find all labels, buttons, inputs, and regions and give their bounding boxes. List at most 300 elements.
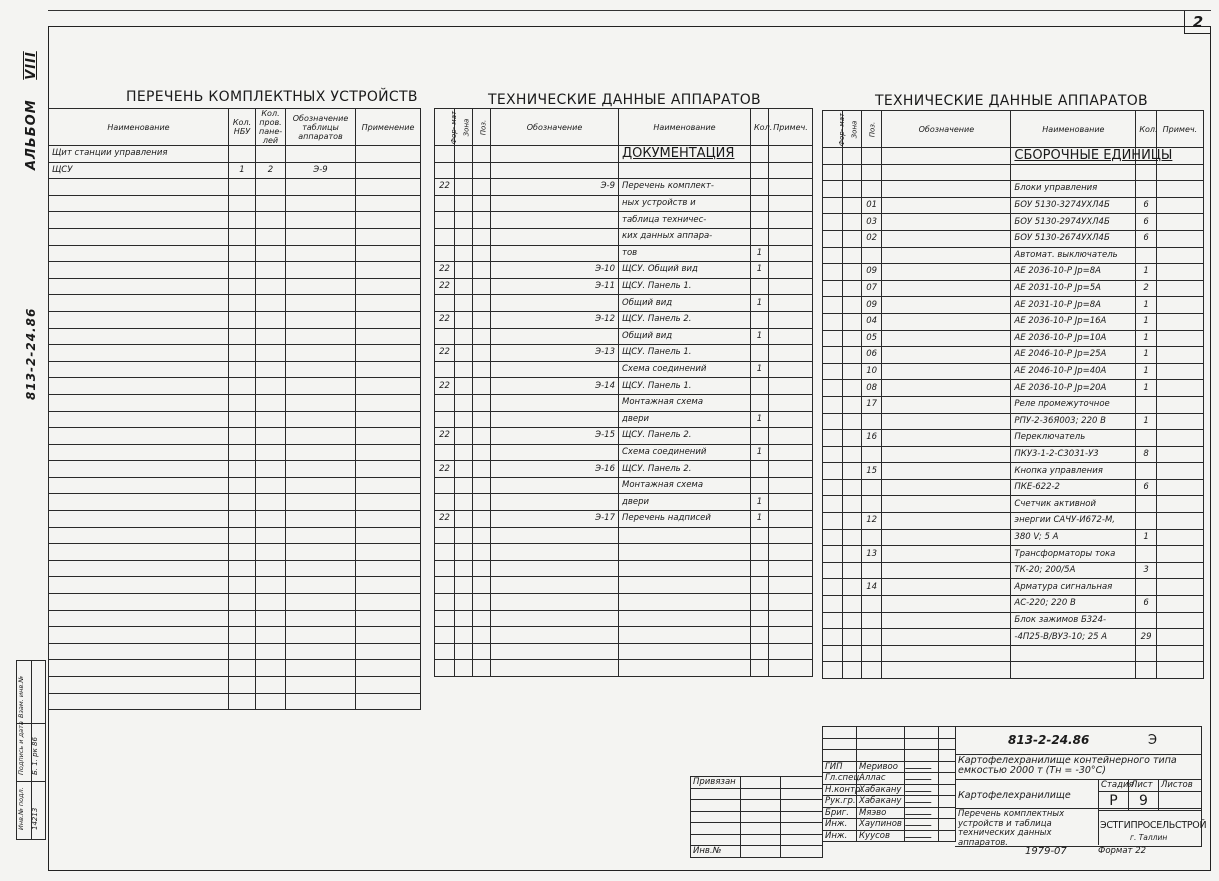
cell: [823, 330, 843, 347]
cell: [435, 577, 455, 594]
cell: [286, 693, 356, 710]
cell: [256, 179, 286, 196]
cell: 380 V; 5 А: [1011, 529, 1136, 546]
cell: БОУ 5130-2974УХЛ4Б: [1011, 214, 1136, 231]
cell: АЕ 2046-10-Р Jр=40А: [1011, 363, 1136, 380]
cell: [691, 823, 741, 835]
cell: 2: [256, 162, 286, 179]
cell: [861, 645, 881, 662]
cell: [751, 195, 769, 212]
cell: [256, 527, 286, 544]
cell: [1011, 662, 1136, 679]
cell: [882, 546, 1011, 563]
table-row: [435, 195, 813, 212]
table-row: [435, 345, 813, 362]
cell: [751, 179, 769, 196]
cell: 1: [1136, 264, 1156, 281]
cell: [861, 612, 881, 629]
cell: [619, 162, 751, 179]
mid-header-zone-text: Зона: [462, 118, 471, 137]
cell: [473, 162, 491, 179]
cell: [882, 446, 1011, 463]
cell: [781, 777, 823, 789]
cell: [356, 560, 421, 577]
cell: [939, 784, 956, 796]
cell: 22: [435, 345, 455, 362]
cell: [619, 527, 751, 544]
sheet-number: 2: [1184, 11, 1211, 34]
cell: [455, 228, 473, 245]
person-role: Инж.: [823, 830, 857, 842]
cell: [691, 834, 741, 846]
table-row: [49, 245, 421, 262]
cell: [769, 494, 813, 511]
cell: 02: [861, 230, 881, 247]
inv-no-label: Инв.№: [691, 846, 741, 858]
cell: [491, 494, 619, 511]
cell: [769, 146, 813, 163]
table-row: [435, 361, 813, 378]
right-table: [822, 110, 1204, 679]
cell: [882, 645, 1011, 662]
signature-cell: [905, 819, 939, 831]
cell: [823, 645, 843, 662]
cell: [356, 278, 421, 295]
table-row: [49, 627, 421, 644]
table-row: [49, 146, 421, 163]
cell: [356, 394, 421, 411]
person-role: Н.контр.: [823, 784, 857, 796]
cell: Э-12: [491, 311, 619, 328]
cell: [356, 245, 421, 262]
cell: [256, 643, 286, 660]
cell: [256, 560, 286, 577]
cell: [256, 411, 286, 428]
cell: [843, 247, 861, 264]
cell: [455, 544, 473, 561]
cell: [491, 477, 619, 494]
cell: ких данных аппара-: [619, 228, 751, 245]
cell: [49, 411, 229, 428]
table-row: [823, 230, 1204, 247]
table-row: [435, 444, 813, 461]
cell: [256, 278, 286, 295]
cell: [491, 594, 619, 611]
right-header-format: [823, 111, 847, 148]
cell: [823, 662, 843, 679]
cell: [256, 262, 286, 279]
table-row: [823, 413, 1204, 430]
binding-block: [690, 776, 823, 858]
cell: [769, 594, 813, 611]
cell: [356, 594, 421, 611]
tb-object-name: Картофелехранилище: [958, 790, 1071, 801]
cell: [356, 328, 421, 345]
cell: [49, 511, 229, 528]
rule: [1098, 808, 1099, 845]
cell: ЩСУ. Панель 1.: [619, 278, 751, 295]
cell: [861, 446, 881, 463]
cell: 17: [861, 396, 881, 413]
cell: [286, 262, 356, 279]
table-row: [49, 411, 421, 428]
cell: [229, 477, 256, 494]
cell: [823, 230, 843, 247]
cell: [229, 594, 256, 611]
cell: [455, 643, 473, 660]
table-row: [49, 527, 421, 544]
cell: [882, 413, 1011, 430]
cell: [435, 477, 455, 494]
cell: [473, 494, 491, 511]
cell: [435, 146, 455, 163]
table-row: [823, 662, 1204, 679]
table-row: [435, 627, 813, 644]
table-row: [823, 347, 1204, 364]
table-row: [823, 430, 1204, 447]
cell: АЕ 2036-10-Р Jр=16А: [1011, 313, 1136, 330]
cell: [781, 788, 823, 800]
cell: [691, 788, 741, 800]
cell: [823, 750, 857, 762]
cell: [843, 629, 861, 646]
cell: [455, 245, 473, 262]
cell: [356, 361, 421, 378]
stage-label: Стадия: [1099, 780, 1129, 792]
cell: [769, 544, 813, 561]
cell: [256, 577, 286, 594]
cell: [286, 477, 356, 494]
cell: [843, 197, 861, 214]
cell: [769, 643, 813, 660]
signature-mark: [905, 773, 935, 780]
cell: [1156, 363, 1203, 380]
cell: [256, 494, 286, 511]
cell: [769, 560, 813, 577]
mid-header-pos: [473, 109, 491, 146]
signature-mark: [905, 819, 935, 826]
cell: [1136, 430, 1156, 447]
cell: [49, 610, 229, 627]
tb-code: 813-2-24.86: [1008, 733, 1090, 747]
cell: АЕ 2036-10-Р Jр=20А: [1011, 380, 1136, 397]
cell: [1136, 396, 1156, 413]
cell: 29: [1136, 629, 1156, 646]
cell: [229, 411, 256, 428]
table-row: [823, 264, 1204, 281]
cell: [435, 627, 455, 644]
cell: [435, 228, 455, 245]
cell: [473, 428, 491, 445]
cell: [473, 278, 491, 295]
cell: [473, 361, 491, 378]
cell: [823, 546, 843, 563]
signature-cell: [905, 796, 939, 808]
cell: 1: [751, 245, 769, 262]
table-row: [435, 577, 813, 594]
cell: [49, 278, 229, 295]
cell: [1156, 197, 1203, 214]
cell: [751, 527, 769, 544]
cell: Арматура сигнальная: [1011, 579, 1136, 596]
cell: [1156, 330, 1203, 347]
cell: [857, 750, 905, 762]
cell: [256, 594, 286, 611]
cell: [741, 834, 781, 846]
cell: [455, 378, 473, 395]
cell: [455, 179, 473, 196]
cell: [823, 197, 843, 214]
cell: 09: [861, 297, 881, 314]
cell: таблица техничес-: [619, 212, 751, 229]
cell: [1156, 579, 1203, 596]
cell: [939, 807, 956, 819]
cell: [843, 181, 861, 198]
cell: [781, 800, 823, 812]
left-header-application: Применение: [356, 109, 421, 146]
cell: [882, 662, 1011, 679]
cell: [473, 262, 491, 279]
table-row: [49, 262, 421, 279]
cell: БОУ 5130-3274УХЛ4Б: [1011, 197, 1136, 214]
cell: [286, 660, 356, 677]
cell: [882, 330, 1011, 347]
cell: [286, 146, 356, 163]
cell: [769, 511, 813, 528]
cell: [491, 527, 619, 544]
cell: [256, 146, 286, 163]
signature-mark: [905, 831, 935, 838]
cell: [473, 295, 491, 312]
cell: [455, 311, 473, 328]
table-row: [49, 461, 421, 478]
cell: [356, 195, 421, 212]
cell: [1156, 181, 1203, 198]
cell: [882, 513, 1011, 530]
cell: [473, 146, 491, 163]
cell: [751, 345, 769, 362]
cell: [1156, 529, 1203, 546]
cell: ных устройств и: [619, 195, 751, 212]
cell: [1156, 347, 1203, 364]
cell: АЕ 2046-10-Р Jр=25А: [1011, 347, 1136, 364]
cell: [939, 773, 956, 785]
table-row: [435, 212, 813, 229]
cell: [491, 610, 619, 627]
cell: Э-17: [491, 511, 619, 528]
cell: [769, 212, 813, 229]
cell: [356, 428, 421, 445]
cell: 1: [751, 511, 769, 528]
mid-header-pos-text: Поз.: [479, 119, 488, 136]
cell: [473, 643, 491, 660]
cell: [823, 380, 843, 397]
cell: [619, 544, 751, 561]
cell: 22: [435, 179, 455, 196]
cell: [256, 511, 286, 528]
cell: [939, 761, 956, 773]
cell: [435, 660, 455, 677]
cell: [751, 311, 769, 328]
cell: [769, 361, 813, 378]
cell: [843, 430, 861, 447]
cell: [455, 660, 473, 677]
cell: [769, 228, 813, 245]
cell: Перечень надписей: [619, 511, 751, 528]
cell: 22: [435, 461, 455, 478]
sheet-value: 9: [1129, 791, 1159, 810]
cell: [286, 544, 356, 561]
cell: [751, 610, 769, 627]
cell: [286, 228, 356, 245]
tb-city: г. Таллин: [1130, 833, 1168, 842]
cell: [286, 361, 356, 378]
cell: [857, 727, 905, 739]
cell: [1156, 645, 1203, 662]
cell: [769, 378, 813, 395]
cell: [435, 245, 455, 262]
cell: [751, 660, 769, 677]
cell: [491, 195, 619, 212]
table-row: [49, 328, 421, 345]
cell: [1156, 396, 1203, 413]
cell: [769, 179, 813, 196]
cell: [882, 363, 1011, 380]
table-row: [823, 596, 1204, 613]
cell: 1: [1136, 380, 1156, 397]
cell: [781, 846, 823, 858]
cell: [229, 228, 256, 245]
cell: [751, 378, 769, 395]
album-roman: VIII: [24, 51, 39, 80]
cell: 1: [751, 444, 769, 461]
cell: [473, 394, 491, 411]
cell: [229, 345, 256, 362]
right-section-title: СБОРОЧНЫЕ ЕДИНИЦЫ: [1011, 148, 1136, 165]
table-row: [49, 278, 421, 295]
cell: [435, 544, 455, 561]
mid-section-title: ДОКУМЕНТАЦИЯ: [619, 146, 751, 163]
cell: [286, 195, 356, 212]
cell: [1136, 247, 1156, 264]
cell: 1: [751, 328, 769, 345]
person-role: Бриг.: [823, 807, 857, 819]
table-row: [823, 562, 1204, 579]
cell: Э-16: [491, 461, 619, 478]
cell: [286, 594, 356, 611]
cell: [1156, 662, 1203, 679]
sheets-label: Листов: [1159, 780, 1202, 792]
table-row: [435, 295, 813, 312]
cell: [1136, 645, 1156, 662]
table-row: [435, 527, 813, 544]
cell: [256, 610, 286, 627]
cell: Схема соединений: [619, 361, 751, 378]
cell: [256, 311, 286, 328]
table-row: [49, 610, 421, 627]
cell: 2: [1136, 280, 1156, 297]
cell: [939, 738, 956, 750]
cell: [861, 529, 881, 546]
cell: [455, 411, 473, 428]
cell: [1156, 297, 1203, 314]
table-row: [823, 727, 956, 739]
cell: [286, 627, 356, 644]
cell: [1156, 164, 1203, 181]
cell: [1156, 479, 1203, 496]
cell: [882, 148, 1011, 165]
tb-project-name: Картофелехранилище контейнерного типа емкостью 2000 т (Тн = -30°С): [958, 755, 1177, 776]
cell: [823, 612, 843, 629]
person-role: Рук.гр.: [823, 796, 857, 808]
cell: [843, 264, 861, 281]
left-header-qty-nbu: Кол. НБУ: [229, 109, 256, 146]
table-row: [435, 245, 813, 262]
cell: [823, 562, 843, 579]
cell: Переключатель: [1011, 430, 1136, 447]
cell: [491, 212, 619, 229]
cell: [356, 693, 421, 710]
table-row: [435, 643, 813, 660]
cell: [823, 463, 843, 480]
cell: [843, 562, 861, 579]
cell: [781, 834, 823, 846]
stage-block: [1098, 779, 1202, 811]
cell: 15: [861, 463, 881, 480]
cell: 8: [1136, 446, 1156, 463]
table-row: [435, 378, 813, 395]
cell: [823, 629, 843, 646]
right-header-name: Наименование: [1011, 111, 1136, 148]
cell: [491, 328, 619, 345]
table-row: [435, 328, 813, 345]
cell: [49, 328, 229, 345]
people-body: [823, 727, 956, 842]
cell: [356, 511, 421, 528]
cell: 22: [435, 378, 455, 395]
cell: [49, 262, 229, 279]
cell: [229, 195, 256, 212]
cell: [455, 162, 473, 179]
cell: [905, 738, 939, 750]
cell: [751, 228, 769, 245]
cell: 6: [1136, 479, 1156, 496]
table-row: [49, 577, 421, 594]
cell: [49, 195, 229, 212]
cell: 14: [861, 579, 881, 596]
cell: Щит станции управления: [49, 146, 229, 163]
cell: [49, 477, 229, 494]
tb-year: 1979-07: [1025, 846, 1067, 857]
cell: [843, 662, 861, 679]
cell: [229, 394, 256, 411]
cell: [882, 197, 1011, 214]
cell: [286, 610, 356, 627]
cell: [229, 660, 256, 677]
cell: 10: [861, 363, 881, 380]
person-name: Хабакану: [857, 796, 905, 808]
cell: Э-9: [491, 179, 619, 196]
person-name: Хабакану: [857, 784, 905, 796]
cell: 1: [1136, 330, 1156, 347]
cell: [473, 245, 491, 262]
cell: [286, 643, 356, 660]
cell: 07: [861, 280, 881, 297]
cell: [781, 823, 823, 835]
cell: ЩСУ. Панель 2.: [619, 461, 751, 478]
table-row: [823, 513, 1204, 530]
cell: [751, 278, 769, 295]
